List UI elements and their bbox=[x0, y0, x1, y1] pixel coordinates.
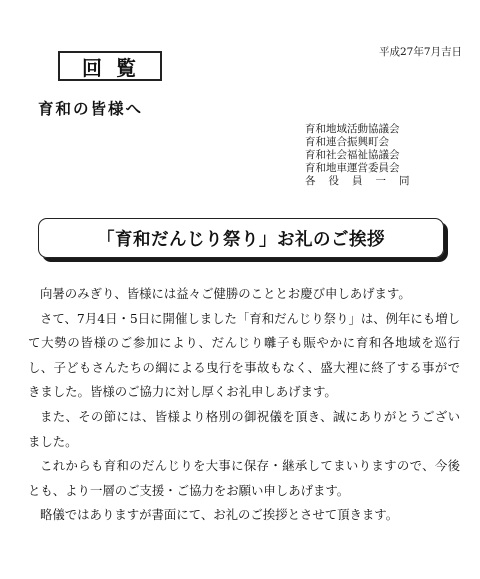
sender-line: 各役員一同 bbox=[305, 175, 423, 187]
circulation-label: 回覧 bbox=[82, 55, 150, 80]
sender-line: 育和社会福祉協議会 bbox=[305, 149, 400, 161]
paragraph: 向暑のみぎり、皆様には益々ご健勝のこととお慶び申しあげます。 bbox=[40, 286, 411, 301]
sender-line: 育和連合振興町会 bbox=[305, 136, 389, 148]
sender-line: 育和地車運営委員会 bbox=[305, 162, 400, 174]
sender-line: 育和地域活動協議会 bbox=[305, 123, 400, 135]
circulation-stamp bbox=[58, 51, 162, 81]
paragraph: これからも育和のだんじりを大事に保存・継承してまいりますので、今後とも、より一層のご支援・ご協力をお願い申しあげます。 bbox=[28, 458, 460, 498]
document-title-text: 「育和だんじり祭り」お礼のご挨拶 bbox=[97, 229, 385, 250]
greeting-heading: 育和の皆様へ bbox=[38, 100, 144, 118]
document-title bbox=[38, 218, 444, 258]
letter-body bbox=[28, 282, 460, 528]
paragraph: また、その節には、皆様より格別の御祝儀を頂き、誠にありがとうございました。 bbox=[28, 408, 460, 449]
sender-list bbox=[305, 123, 445, 188]
paragraph: 略儀ではありますが書面にて、お礼のご挨拶とさせて頂きます。 bbox=[40, 507, 399, 523]
issue-date: 平成27年7月吉日 bbox=[378, 46, 462, 58]
paragraph: さて、7月4日・5日に開催しました「育和だんじり祭り」は、例年にも増して大勢の皆様のご参加により、だんじり囃子も賑やかに育和各地域を巡行し、子どもさんたちの綱による曳行を事故もなく、盛大裡に終了する事ができました。皆様のご協力に対し厚くお礼申しあげます。 bbox=[28, 310, 460, 400]
